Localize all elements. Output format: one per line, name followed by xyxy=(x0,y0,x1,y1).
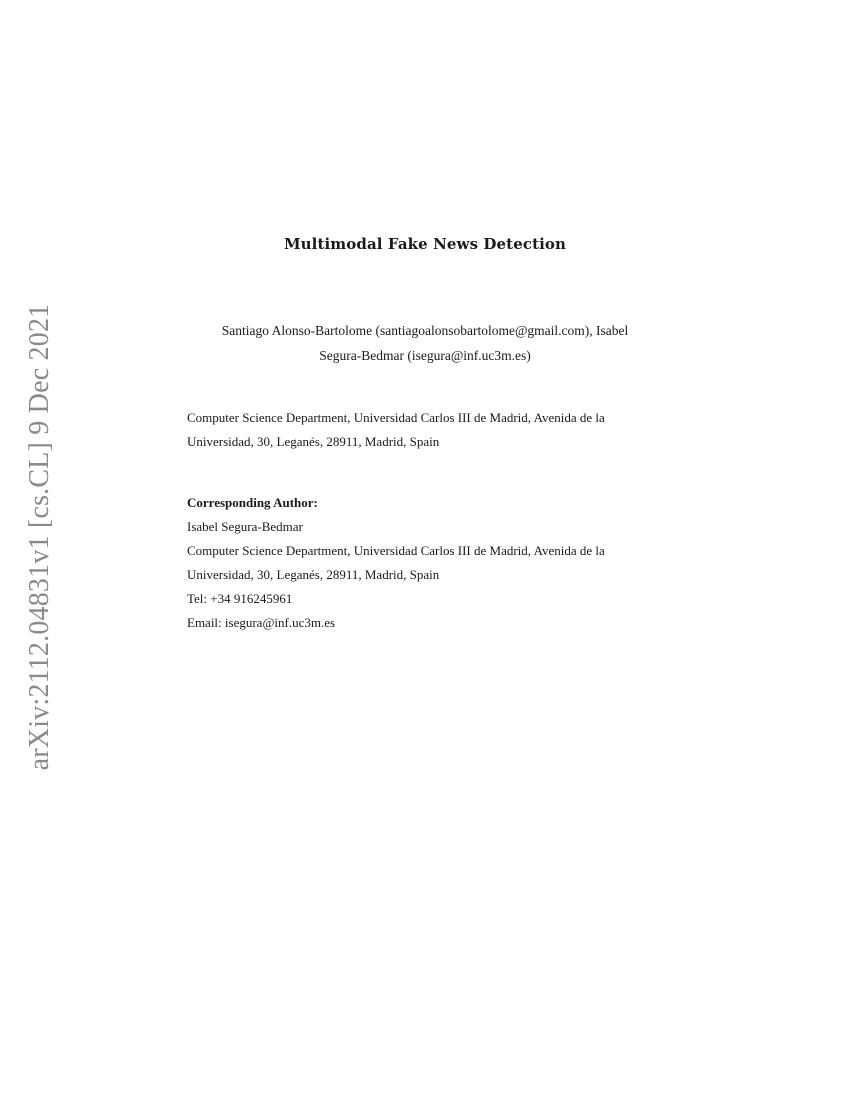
author-list-line-2: Segura-Bedmar (isegura@inf.uc3m.es) xyxy=(319,348,531,363)
corresponding-author-block xyxy=(187,491,667,635)
author-affiliation xyxy=(187,406,667,454)
author-list xyxy=(187,318,663,368)
author-list-line-1: Santiago Alonso-Bartolome (santiagoalonsobartolome@gmail.com), Isabel xyxy=(221,323,629,338)
corresponding-author-name: Isabel Segura-Bedmar xyxy=(187,519,303,534)
corresponding-author-address-line-2: Universidad, 30, Leganés, 28911, Madrid, Spain xyxy=(187,567,440,582)
affiliation-line-1: Computer Science Department, Universidad Carlos III de Madrid, Avenida de la xyxy=(187,410,605,425)
paper-title: Multimodal Fake News Detection xyxy=(283,235,567,253)
affiliation-line-2: Universidad, 30, Leganés, 28911, Madrid, Spain xyxy=(187,434,440,449)
corresponding-author-telephone: Tel: +34 916245961 xyxy=(187,591,293,606)
arxiv-identifier-stamp: arXiv:2112.04831v1 [cs.CL] 9 Dec 2021 xyxy=(24,303,55,771)
corresponding-author-address-line-1: Computer Science Department, Universidad Carlos III de Madrid, Avenida de la xyxy=(187,543,605,558)
corresponding-author-email: Email: isegura@inf.uc3m.es xyxy=(187,615,336,630)
corresponding-author-heading: Corresponding Author: xyxy=(187,495,318,510)
